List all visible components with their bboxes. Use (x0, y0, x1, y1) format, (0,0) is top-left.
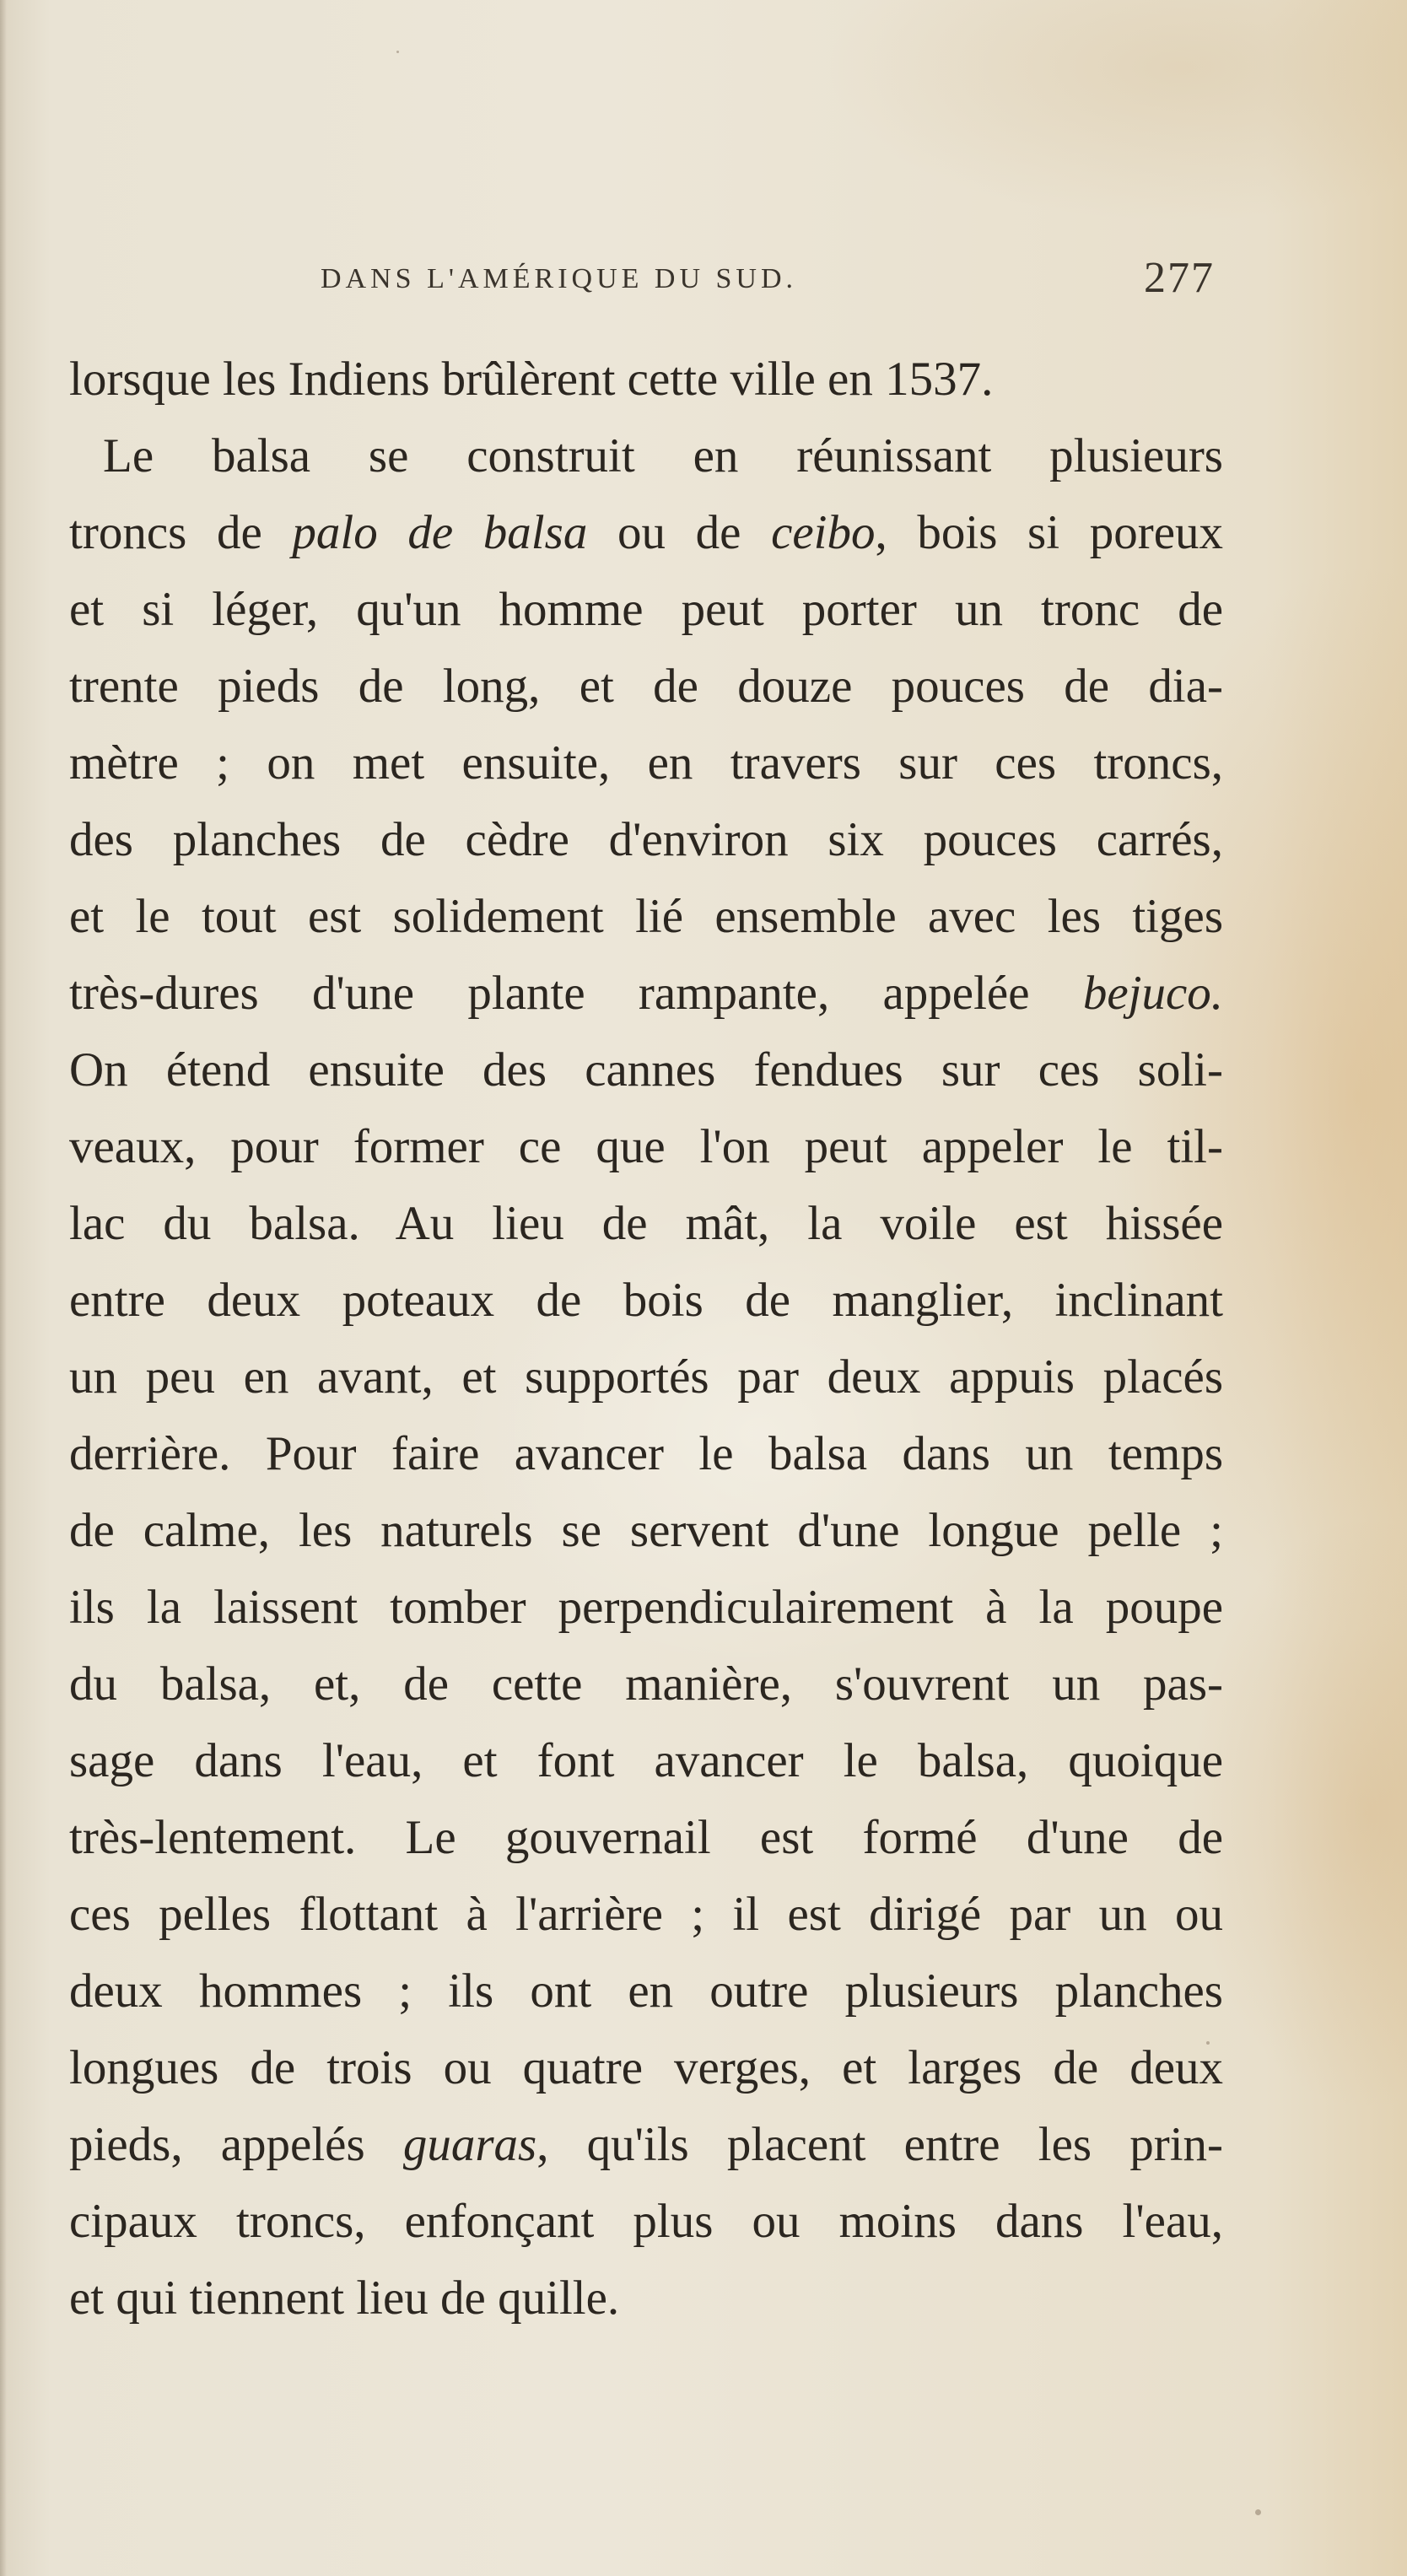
text-line (69, 1569, 1223, 1646)
text-segment: , qu'ils placent entre les prin- (536, 2118, 1224, 2171)
text-line (69, 878, 1223, 955)
text-segment: On étend ensuite des cannes fendues sur ces soli- (69, 1043, 1223, 1097)
paper-speck (1206, 2041, 1210, 2045)
text-line (69, 341, 1223, 418)
text-segment: très-lentement. Le gouvernail est formé d'une de (69, 1811, 1223, 1864)
italic-term: ceibo (771, 506, 876, 559)
text-line (69, 1953, 1223, 2029)
text-segment: , bois si poreux (875, 506, 1223, 559)
text-segment: et si léger, qu'un homme peut porter un tronc de (69, 583, 1223, 636)
text-line (69, 1185, 1223, 1262)
text-line (69, 1032, 1223, 1108)
page-edge-shadow (0, 0, 7, 2576)
text-segment: sage dans l'eau, et font avancer le balsa, quoique (69, 1734, 1223, 1787)
text-segment: un peu en avant, et supportés par deux appuis placés (69, 1350, 1223, 1404)
text-segment: entre deux poteaux de bois de manglier, inclinant (69, 1274, 1223, 1327)
text-line (69, 725, 1223, 801)
text-line (69, 571, 1223, 648)
body-text (69, 341, 1223, 2336)
text-segment: cipaux troncs, enfonçant plus ou moins dans l'eau, (69, 2195, 1223, 2248)
text-line (69, 1876, 1223, 1953)
text-segment: et qui tiennent lieu de quille. (69, 2272, 620, 2325)
italic-term: bejuco. (1082, 967, 1223, 1020)
text-segment: pieds, appelés (69, 2118, 403, 2171)
text-segment: troncs de (69, 506, 293, 559)
text-segment: des planches de cèdre d'environ six pouces carrés, (69, 813, 1223, 866)
text-line (69, 1339, 1223, 1415)
text-segment: deux hommes ; ils ont en outre plusieurs planches (69, 1964, 1223, 2018)
text-line (69, 1415, 1223, 1492)
page-header (321, 253, 1215, 304)
text-segment: veaux, pour former ce que l'on peut appeler le til- (69, 1120, 1223, 1173)
text-line (69, 1722, 1223, 1799)
text-line (69, 801, 1223, 878)
text-line (69, 2029, 1223, 2106)
italic-term: palo de balsa (292, 506, 588, 559)
text-segment: et le tout est solidement lié ensemble avec les tiges (69, 890, 1223, 943)
text-segment: lac du balsa. Au lieu de mât, la voile est hissée (69, 1197, 1223, 1250)
text-segment: derrière. Pour faire avancer le balsa dans un temps (69, 1427, 1223, 1480)
text-line (69, 1492, 1223, 1569)
text-line (69, 1108, 1223, 1185)
text-line (69, 648, 1223, 725)
text-segment: du balsa, et, de cette manière, s'ouvrent un pas- (69, 1657, 1223, 1711)
text-segment: trente pieds de long, et de douze pouces de dia- (69, 660, 1223, 713)
text-line (69, 1799, 1223, 1876)
text-segment: ils la laissent tomber perpendiculairement à la poupe (69, 1581, 1223, 1634)
text-segment: mètre ; on met ensuite, en travers sur ces troncs, (69, 736, 1223, 790)
paper-speck (396, 51, 399, 53)
text-line (69, 2183, 1223, 2260)
text-line (69, 418, 1223, 494)
italic-term: guaras (402, 2118, 537, 2171)
text-line (69, 1646, 1223, 1722)
text-segment: ces pelles flottant à l'arrière ; il est dirigé par un ou (69, 1888, 1223, 1941)
text-segment: de calme, les naturels se servent d'une longue pelle ; (69, 1504, 1223, 1557)
text-segment: ou de (587, 506, 772, 559)
text-segment: lorsque les Indiens brûlèrent cette ville en 1537. (69, 353, 994, 406)
running-head: DANS L'AMÉRIQUE DU SUD. (321, 263, 798, 294)
text-segment: longues de trois ou quatre verges, et larges de deux (69, 2041, 1223, 2094)
text-line (69, 2106, 1223, 2183)
text-line (69, 955, 1223, 1032)
paper-speck (1255, 2509, 1261, 2515)
page-number: 277 (1144, 254, 1215, 302)
text-segment: très-dures d'une plante rampante, appelée (69, 967, 1083, 1020)
text-segment: Le balsa se construit en réunissant plusieurs (103, 429, 1223, 482)
text-line (69, 2260, 1223, 2336)
text-line (69, 1262, 1223, 1339)
text-line (69, 494, 1223, 571)
